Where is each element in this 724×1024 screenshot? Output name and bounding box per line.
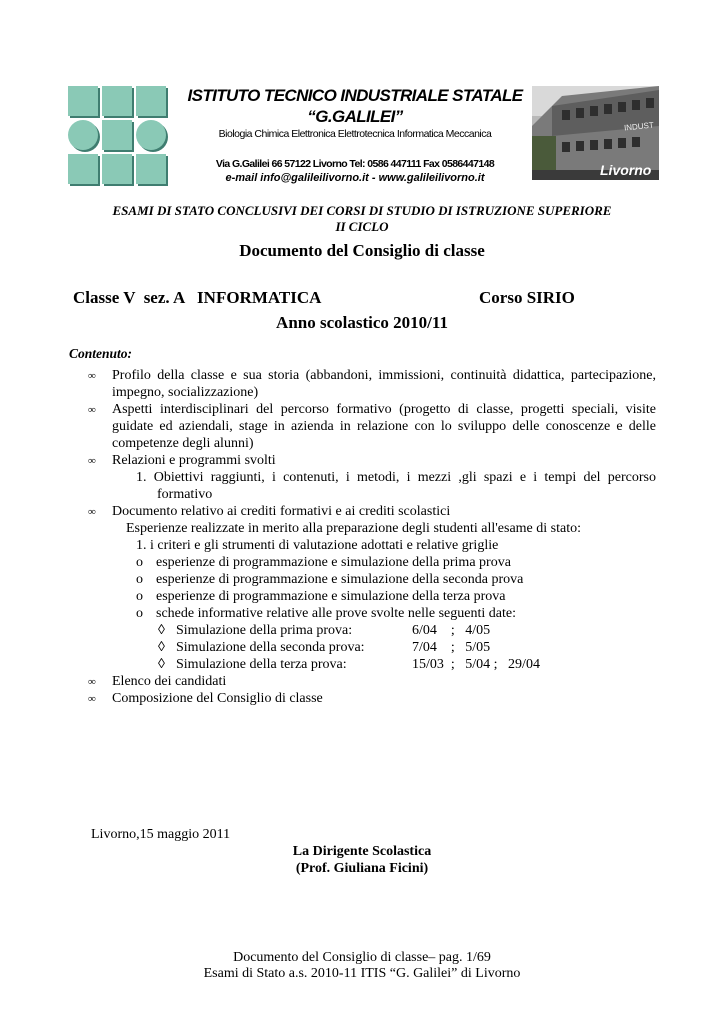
- sub-item-criteri: 1. i criteri e gli strumenti di valutazione adottati e relative griglie: [136, 538, 499, 553]
- list-item-aspetti: Aspetti interdisciplinari del percorso formativo (progetto di classe, progetti speciali, visite: [112, 402, 656, 417]
- diamond-bullet-icon: ◊: [158, 657, 165, 672]
- list-item-aspetti-cont: guidate ed aziendali, stage in azienda in relazione con lo sviluppo delle conoscenze e delle: [112, 419, 656, 434]
- place-date: Livorno,15 maggio 2011: [91, 827, 231, 842]
- simulation-label: Simulazione della seconda prova:: [176, 640, 365, 655]
- class-line: Classe V sez. A INFORMATICA: [73, 288, 322, 307]
- list-item-profilo-cont: impegno, socializzazione): [112, 385, 259, 400]
- circle-bullet-icon: o: [136, 606, 143, 621]
- list-item-relazioni: Relazioni e programmi svolti: [112, 453, 276, 468]
- list-item-elenco: Elenco dei candidati: [112, 674, 227, 689]
- simulation-label: Simulazione della terza prova:: [176, 657, 347, 672]
- sub-item-obiettivi: 1. Obiettivi raggiunti, i contenuti, i metodi, i mezzi ,gli spazi e i tempi del percorso: [136, 470, 656, 485]
- sub-item-terza-prova: esperienze di programmazione e simulazione della terza prova: [156, 589, 506, 604]
- sub-item-seconda-prova: esperienze di programmazione e simulazione della seconda prova: [156, 572, 524, 587]
- signature-name: (Prof. Giuliana Ficini): [295, 861, 429, 876]
- sub-item-obiettivi-cont: formativo: [157, 487, 213, 502]
- list-item-aspetti-end: competenze degli alunni): [112, 436, 254, 451]
- bullet-icon: ∞: [88, 676, 96, 688]
- bullet-icon: ∞: [88, 693, 96, 705]
- bullet-icon: ∞: [88, 455, 96, 467]
- bullet-icon: ∞: [88, 370, 96, 382]
- course-name: Corso SIRIO: [479, 288, 575, 307]
- institute-contacts: e-mail info@galileilivorno.it - www.galileilivorno.it: [225, 172, 485, 184]
- exam-subtitle: II CICLO: [335, 219, 389, 234]
- list-item-composizione: Composizione del Consiglio di classe: [112, 691, 323, 706]
- footer-exam-info: Esami di Stato a.s. 2010-11 ITIS “G. Galilei” di Livorno: [203, 966, 521, 981]
- simulation-dates: 15/03 ; 5/04 ; 29/04: [412, 657, 540, 672]
- photo-sign: INDUST: [623, 120, 655, 133]
- institute-specializations: Biologia Chimica Elettronica Elettrotecnica Informatica Meccanica: [218, 128, 492, 140]
- list-item-profilo: Profilo della classe e sua storia (abbandoni, immissioni, continuità didattica, partecipazione,: [112, 368, 656, 383]
- simulation-dates: 6/04 ; 4/05: [412, 623, 491, 638]
- bullet-icon: ∞: [88, 506, 96, 518]
- footer-page-info: Documento del Consiglio di classe– pag. 1/69: [233, 950, 491, 965]
- institute-name-galilei: “G.GALILEI”: [307, 107, 403, 126]
- contents-label: Contenuto:: [69, 346, 133, 361]
- esperienze-intro: Esperienze realizzate in merito alla preparazione degli studenti all'esame di stato:: [126, 521, 581, 536]
- sub-item-schede: schede informative relative alle prove svolte nelle seguenti date:: [156, 606, 516, 621]
- diamond-bullet-icon: ◊: [158, 623, 165, 638]
- circle-bullet-icon: o: [136, 572, 143, 587]
- simulation-label: Simulazione della prima prova:: [176, 623, 353, 638]
- simulation-dates: 7/04 ; 5/05: [412, 640, 491, 655]
- document-title: Documento del Consiglio di classe: [239, 241, 485, 260]
- diamond-bullet-icon: ◊: [158, 640, 165, 655]
- list-item-documento: Documento relativo ai crediti formativi e ai crediti scolastici: [112, 504, 451, 519]
- school-building-photo: [532, 86, 659, 180]
- photo-caption: Livorno: [600, 162, 652, 178]
- bullet-icon: ∞: [88, 404, 96, 416]
- circle-bullet-icon: o: [136, 589, 143, 604]
- institute-address: Via G.Galilei 66 57122 Livorno Tel: 0586 447111 Fax 0586447148: [215, 158, 495, 170]
- exam-title: ESAMI DI STATO CONCLUSIVI DEI CORSI DI STUDIO DI ISTRUZIONE SUPERIORE: [112, 203, 612, 218]
- school-year: Anno scolastico 2010/11: [276, 313, 448, 332]
- school-logo: [68, 86, 168, 186]
- institute-name: ISTITUTO TECNICO INDUSTRIALE STATALE: [187, 86, 523, 105]
- circle-bullet-icon: o: [136, 555, 143, 570]
- signature-title: La Dirigente Scolastica: [292, 844, 432, 859]
- sub-item-prima-prova: esperienze di programmazione e simulazione della prima prova: [156, 555, 511, 570]
